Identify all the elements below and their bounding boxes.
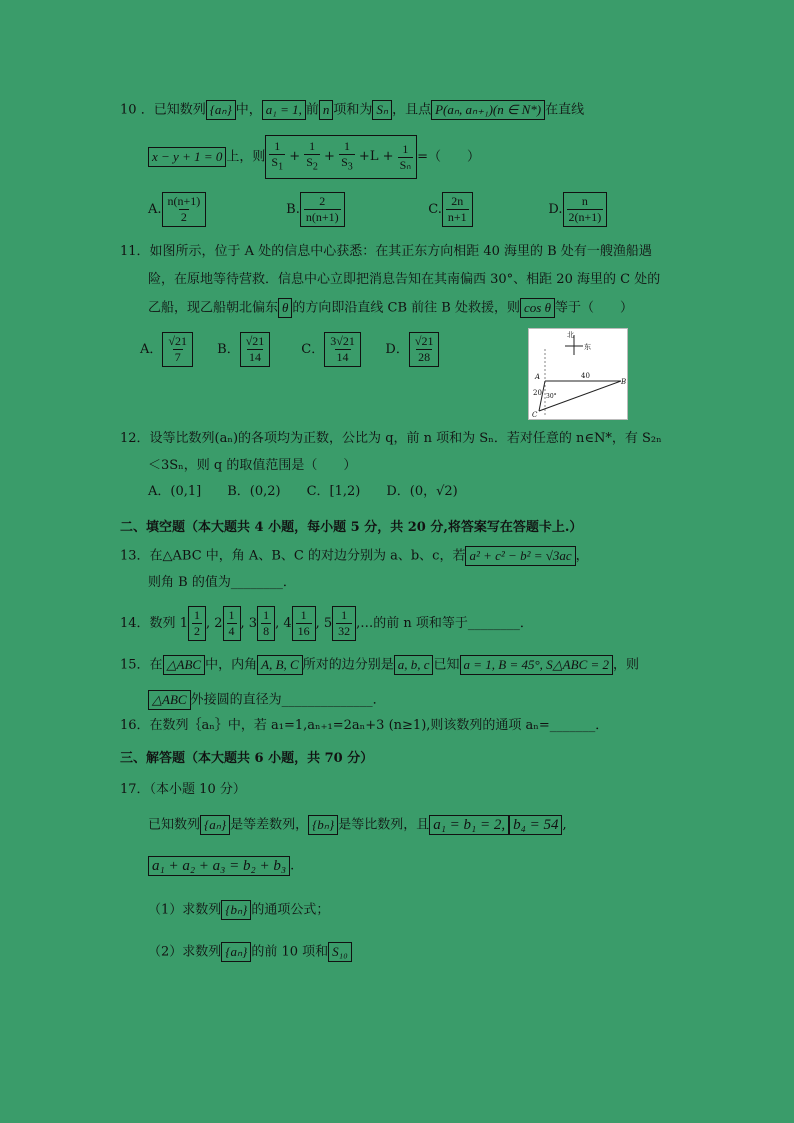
q10-line1 [120,100,584,121]
q17-part2-box: {aₙ} [221,942,251,962]
q12-options: A．(0,1] B．(0,2) C．[1,2) D．(0，√2) [148,484,458,499]
q15-line1: 15．在 △ABC 中，内角 A, B, C 所对的边分别是 a, b, c 已知 a = 1, B = 45°, S△ABC = 2 ，则 [120,655,639,676]
q11-line2: 险，在原地等待营救．信息中心立即把消息告知在其南偏西 30°、相距 20 海里的 C 处的 [148,272,661,287]
q17-box-bn: {bₙ} [308,815,338,835]
q10-text: 前 [305,102,319,118]
q10-box-n: n [319,100,334,120]
q10-text: 在直线 [545,102,585,118]
q10-sum-term: $\frac{1}{S_1}$ [271,139,284,173]
q10-option-b[interactable]: B. $\frac{2}{n(n+1)}$ [286,188,424,232]
q10-line2 [148,135,480,179]
q10-box-sn: Sₙ [372,100,392,120]
q10-option-a[interactable]: A. $\frac{n(n+1)}{2}$ [148,188,282,232]
q10-sum-term: $\frac{1}{S_2}$ [306,139,318,173]
q10-sum-term-last: $\frac{1}{\text{Sₙ}}$ [399,141,412,172]
q17-head: 17．（本小题 10 分） [120,782,246,797]
q11-figure [528,328,628,420]
q10-sum-box: $\frac{1}{S_1}$ + $\frac{1}{S_2}$ + $\frac{1}{S_3}$ +L + $\frac{1}{\text{Sₙ}}$ [265,135,417,179]
q10-sum-den-1: $S_1$ [271,155,284,173]
q13-box: a² + c² − b² = √3ac [465,546,575,566]
q14-term-1: 1 $\frac{1}{2}$ [180,616,206,631]
q12-line1: 12．设等比数列(aₙ)的各项均为正数，公比为 q，前 n 项和为 Sₙ．若对任意的 n∈N*，有 S₂ₙ [120,431,662,446]
q11-figure-svg [529,329,627,419]
q13-line1: 13．在△ABC 中，角 A、B、C 的对边分别为 a、b、c，若 a² + c² − b² = √3ac ， [120,546,589,567]
q10-text: 项和为 [333,102,373,118]
q10-box-line: x − y + 1 = 0 [148,147,226,167]
q10-text: 上，则 [226,149,266,165]
q15-box-triangle-2: △ABC [148,690,191,710]
q10-text: ．已知数列 [140,102,206,118]
q14-term-2: 2 $\frac{1}{4}$ [214,616,240,631]
q10-box-point: P(aₙ, aₙ₊₁)(n ∈ N*) [431,100,545,120]
q10-option-d[interactable]: D. $\frac{n}{2(n+1)}$ [548,188,607,232]
q10-option-c[interactable]: C. $\frac{2n}{n+1}$ [428,188,544,232]
q17-part1: （1）求数列 {bₙ} 的通项公式； [148,900,329,921]
q17-line2: a₁ + a₂ + a₃ = b₂ + b₃ . [148,856,294,877]
q15-line2: △ABC 外接圆的直径为______________． [148,690,386,711]
label-east: 东 [584,343,591,351]
q11-option-a[interactable]: A． $\frac{√21}{7}$ [140,328,213,372]
q17-box-an: {aₙ} [200,815,230,835]
q10-box-an: {aₙ} [206,100,236,120]
q11-box-theta: θ [278,298,292,318]
q14-term-4: 4 $\frac{1}{16}$ [283,616,315,631]
q10-box-a1: a₁ = 1, [262,100,306,120]
q10-sum-term: $\frac{1}{S_3}$ [341,139,353,173]
q17-part2: （2）求数列 {aₙ} 的前 10 项和 S₁₀ [148,942,352,963]
q11-option-c[interactable]: C． $\frac{3√21}{14}$ [301,328,381,372]
q10-sum-dots: +L + [358,149,394,164]
q17-part2-box-s10: S₁₀ [328,942,352,962]
q17-part1-box: {bₙ} [221,900,251,920]
q11-option-b[interactable]: B． $\frac{√21}{14}$ [217,328,297,372]
q10-text: ，且点 [392,102,432,118]
q17-box-eq2: b₄ = 54 [509,815,562,835]
q15-box-given: a = 1, B = 45°, S△ABC = 2 [460,655,614,675]
q17-box-eq3: a₁ + a₂ + a₃ = b₂ + b₃ [148,856,290,876]
label-a: A [535,373,541,381]
q13-line2: 则角 B 的值为________． [148,575,296,590]
q15-box-sides: a, b, c [394,655,434,675]
q10-number: 10 [120,102,137,118]
label-b: B [621,378,627,386]
q11-line3: 乙船，现乙船朝北偏东 θ 的方向即沿直线 CB 前往 B 处救援，则 cos θ 等于（ ） [148,298,633,319]
label-c: C [532,411,538,419]
q16-line: 16．在数列｛aₙ｝中，若 a₁=1,aₙ₊₁=2aₙ+3 (n≥1),则该数列的通项 aₙ=_______． [120,718,609,733]
label-north: 北 [567,331,574,339]
q11-option-d[interactable]: D． $\frac{√21}{28}$ [385,328,439,372]
q14-term-5: 5 $\frac{1}{32}$ [324,616,356,631]
q10-sum-den-2: $S_2$ [306,155,318,173]
q11-line1: 11．如图所示，位于 A 处的信息中心获悉：在其正东方向相距 40 海里的 B 处有一艘渔船遇 [120,244,652,259]
section-2-heading: 二、填空题（本大题共 4 小题，每小题 5 分，共 20 分,将答案写在答题卡上.） [120,520,583,535]
q11-options [140,328,439,372]
q11-box-cos: cos θ [520,298,555,318]
q15-box-triangle: △ABC [163,655,206,675]
q10-text: =（ ） [417,149,480,165]
label-30deg: 30° [546,393,557,400]
section-3-heading: 三、解答题（本大题共 6 小题，共 70 分） [120,751,374,766]
q10-text: 中， [235,102,262,118]
q17-box-eq1: a₁ = b₁ = 2, [429,815,509,835]
label-20: 20 [533,389,542,397]
q14-line: 14．数列 1 $\frac{1}{2}$ , 2 $\frac{1}{4}$ , 3 $\frac{1}{8}$ , 4 $\frac{1}{16}$ , 5 $\frac{1}{32}$ ,…的前 n 项和等于________． [120,604,533,644]
q14-term-3: 3 $\frac{1}{8}$ [249,616,275,631]
q10-sum-den-3: $S_3$ [341,155,353,173]
q15-box-angles: A, B, C [257,655,303,675]
label-40: 40 [581,372,590,380]
q10-options [148,188,607,232]
q17-line1: 已知数列 {aₙ} 是等差数列， {bₙ} 是等比数列，且 a₁ = b₁ = 2, b₄ = 54 , [148,817,567,833]
q12-line2: ＜3Sₙ，则 q 的取值范围是（ ） [148,458,357,473]
